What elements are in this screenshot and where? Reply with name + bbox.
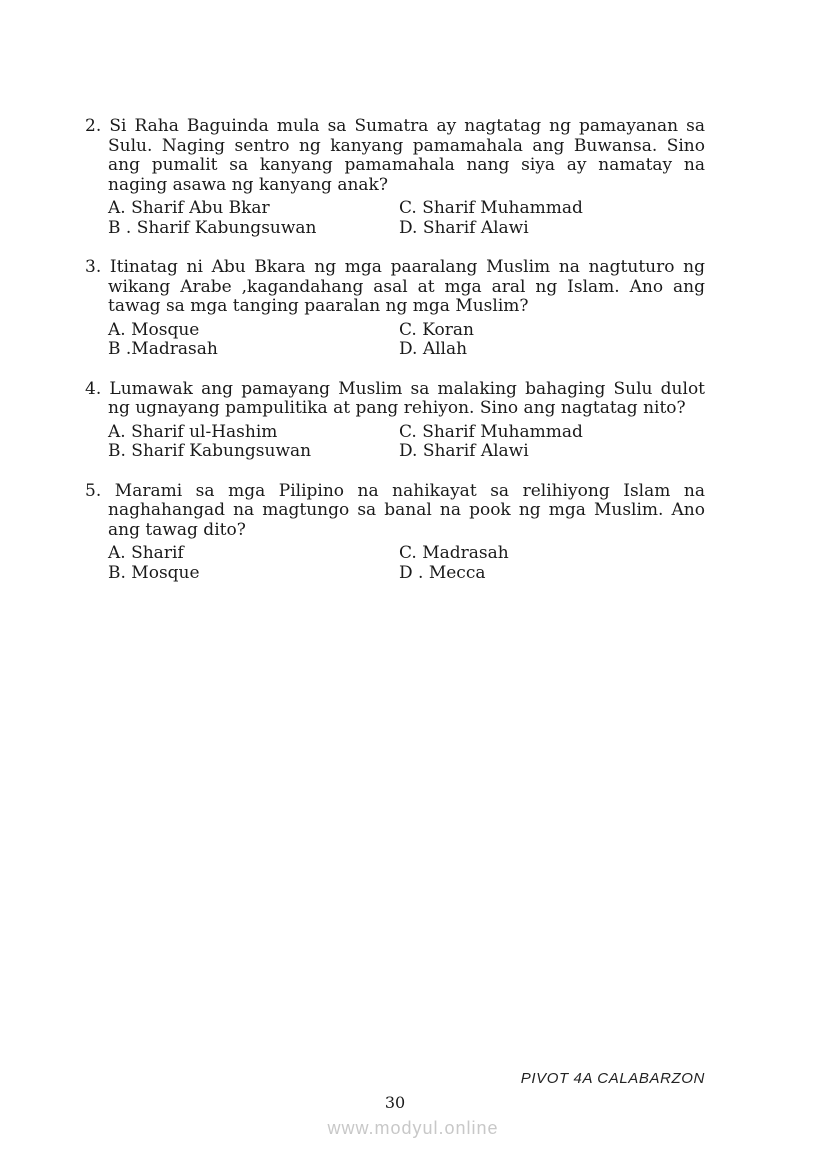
options-group <box>108 199 705 238</box>
question-text <box>85 117 705 195</box>
option-row-1 <box>108 199 705 219</box>
option-b: B. Sharif Kabungsuwan <box>108 441 312 461</box>
option-b: B. Mosque <box>108 562 200 583</box>
question-item-2 <box>85 117 705 238</box>
question-body: Lumawak ang pamayang Muslim sa malaking bahaging Sulu dulot ng ugnayang pampulitika at pang rehiyon. Sino ang nagtatag nito? <box>108 378 706 418</box>
option-row-1 <box>108 423 705 443</box>
option-c: C. Sharif Muhammad <box>399 421 583 442</box>
option-d: D. Allah <box>399 339 468 359</box>
option-a: A. Sharif ul-Hashim <box>108 421 278 442</box>
question-item-3 <box>85 258 705 360</box>
option-b: B .Madrasah <box>108 339 218 359</box>
watermark-text: www.modyul.online <box>327 1118 499 1138</box>
option-row-2 <box>108 219 705 239</box>
option-d: D . Mecca <box>399 562 486 583</box>
question-number: 3. <box>85 257 102 277</box>
option-row-2 <box>108 442 705 462</box>
option-b: B . Sharif Kabungsuwan <box>108 217 317 238</box>
question-body: Marami sa mga Pilipino na nahikayat sa relihiyong Islam na naghahangad na magtungo sa banal na pook ng mga Muslim. Ano ang tawag dito? <box>108 480 706 540</box>
options-group <box>108 423 705 462</box>
question-list <box>85 117 705 603</box>
option-row-1 <box>108 321 705 341</box>
option-row-2 <box>108 340 705 360</box>
question-item-5 <box>85 482 705 584</box>
option-c: C. Sharif Muhammad <box>399 198 583 218</box>
question-number: 2. <box>85 116 102 136</box>
option-a: A. Mosque <box>108 319 200 340</box>
question-text <box>85 482 705 541</box>
option-c: C. Koran <box>399 319 474 340</box>
options-group <box>108 321 705 360</box>
option-a: A. Sharif Abu Bkar <box>108 198 270 218</box>
option-row-1 <box>108 544 705 564</box>
question-item-4 <box>85 380 705 462</box>
question-text <box>85 258 705 317</box>
option-d: D. Sharif Alawi <box>399 441 529 461</box>
footer-brand: PIVOT 4A CALABARZON <box>520 1070 705 1087</box>
question-body: Si Raha Baguinda mula sa Sumatra ay nagtatag ng pamayanan sa Sulu. Naging sentro ng kanyang pamamahala ang Buwansa. Sino ang pumalit sa kanyang pamamahala nang siya ay namatay na naging asawa ng kanyang anak? <box>108 116 706 195</box>
question-number: 4. <box>85 378 102 399</box>
options-group <box>108 544 705 583</box>
option-d: D. Sharif Alawi <box>399 217 529 238</box>
page-number: 30 <box>384 1093 406 1112</box>
option-a: A. Sharif <box>108 543 184 563</box>
question-body: Itinatag ni Abu Bkara ng mga paaralang Muslim na nagtuturo ng wikang Arabe ,kagandahang asal at mga aral ng Islam. Ano ang tawag sa mga tanging paaralan ng mga Muslim? <box>108 257 705 316</box>
question-number: 5. <box>85 480 102 501</box>
question-text <box>85 380 705 419</box>
option-row-2 <box>108 564 705 584</box>
option-c: C. Madrasah <box>399 543 509 563</box>
